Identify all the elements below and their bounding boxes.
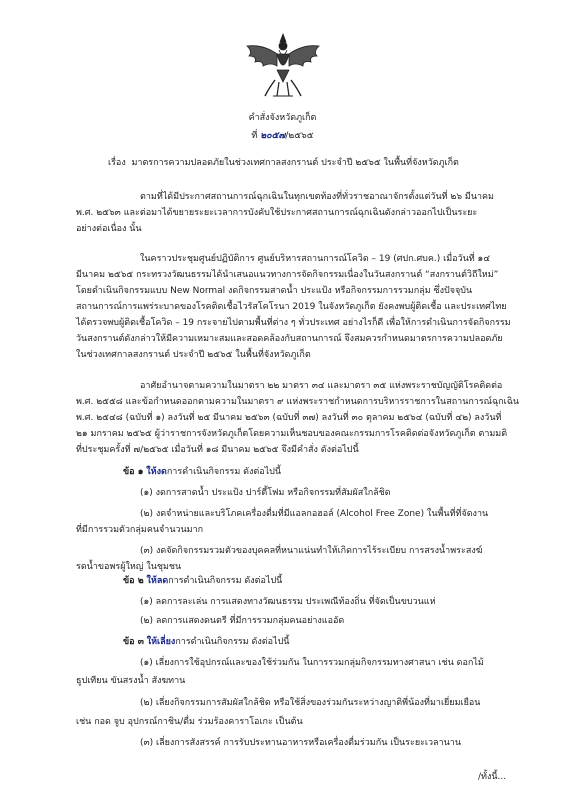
clause-3-item: เช่น กอด จูบ อุปกรณ์กาชิน/ดื่ม ร่วมร้องคาราโอเกะ เป็นต้น	[76, 717, 303, 727]
paragraph-3-line: พ.ศ. ๒๕๔๘ (ฉบับที่ ๑) ลงวันที่ ๒๕ มีนาคม ๒๕๖๓ (ฉบับที่ ๓๗) ลงวันที่ ๓๐ ตุลาคม ๒๕๖๔ (ฉบับที่ ๔๒) ลงวันที่	[76, 413, 502, 423]
clause-1-item: (๓) งดจัดกิจกรรมรวมตัวของบุคคลที่หนาแน่นทำให้เกิดการไร้ระเบียบ การสรงน้ำพระสงฆ์	[140, 546, 483, 556]
clause-1-heading	[123, 466, 281, 479]
paragraph-2-line: วันสงกรานต์ดังกล่าวให้มีความเหมาะสมและสอดคล้องกับสถานการณ์ จึงสมควรกำหนดมาตรการความปลอดภัย	[76, 334, 503, 344]
clause-1-item: รดน้ำขอพรผู้ใหญ่ ในชุมชน	[76, 562, 182, 572]
order-number-handwritten: ๒๐๕๗	[260, 131, 286, 141]
clause-1-item: (๑) งดการสาดน้ำ ประแป้ง ปาร์ตี้โฟม หรือกิจกรรมที่สัมผัสใกล้ชิด	[140, 488, 391, 498]
clause-1-item: (๒) งดจำหน่ายและบริโภคเครื่องดื่มที่มีแอลกอฮอล์ (Alcohol Free Zone) ในพื้นที่ที่จัดงาน	[140, 509, 489, 519]
clause-3-item: (๑) เลี่ยงการใช้อุปกรณ์และของใช้ร่วมกัน ในการรวมกลุ่มกิจกรรมทางศาสนา เช่น ดอกไม้	[140, 658, 484, 668]
continued-marker: /ทั้งนี้...	[478, 772, 507, 782]
clause-handwritten-emphasis: ให้เลี่ยง	[146, 637, 176, 647]
clause-3-item: (๓) เลี่ยงการสังสรรค์ การรับประทานอาหารหรือเครื่องดื่มร่วมกัน เป็นระยะเวลานาน	[140, 738, 461, 748]
clause-3-item: (๒) เลี่ยงกิจกรรมการสัมผัสใกล้ชิด หรือใช้สิ่งของร่วมกันระหว่างญาติพี่น้องที่มาเยี่ยมเยือน	[140, 698, 481, 708]
garuda-emblem-icon	[243, 30, 323, 102]
paragraph-2-line: ในช่วงเทศกาลสงกรานต์ ประจำปี ๒๕๖๕ ในพื้นที่จังหวัดภูเก็ต	[76, 350, 311, 360]
clause-3-item: ธูปเทียน ขันสรงน้ำ สังฆทาน	[76, 676, 186, 686]
clause-2-item: (๒) ลดการแสดงดนตรี ที่มีการรวมกลุ่มคนอย่างแออัด	[140, 616, 345, 626]
clause-2-heading	[123, 575, 282, 588]
clause-heading-text: การดำเนินกิจกรรม ดังต่อไปนี้	[168, 576, 283, 586]
paragraph-2-line: มีนาคม ๒๕๖๕ กระทรวงวัฒนธรรมได้นำเสนอแนวทางการจัดกิจกรรมเนื่องในวันสงกรานต์ “สงกรานต์วิถีใหม่”	[76, 270, 499, 280]
clause-number: ข้อ ๑	[123, 467, 144, 477]
order-number-prefix: ที่	[251, 131, 258, 141]
paragraph-3-line: พ.ศ. ๒๕๕๘ และข้อกำหนดออกตามความในมาตรา ๙ แห่งพระราชกำหนดการบริหารราชการในสถานการณ์ฉุกเฉิน	[76, 397, 519, 407]
paragraph-1-line: ตามที่ได้มีประกาศสถานการณ์ฉุกเฉินในทุกเขตท้องที่ทั่วราชอาณาจักรตั้งแต่วันที่ ๒๖ มีนาคม	[140, 192, 494, 202]
paragraph-2-line: สถานการณ์การแพร่ระบาดของโรคติดเชื้อไวรัสโคโรนา 2019 ในจังหวัดภูเก็ต ยังคงพบผู้ติดเชื้อ และประเทศไทย	[76, 302, 507, 312]
clause-number: ข้อ ๒	[123, 576, 144, 586]
clause-handwritten-emphasis: ให้ลด	[146, 576, 169, 586]
order-title: คำสั่งจังหวัดภูเก็ต	[248, 113, 317, 123]
clause-1-item: ที่มีการรวมตัวกลุ่มคนจำนวนมาก	[76, 525, 204, 535]
clause-number: ข้อ ๓	[123, 637, 144, 647]
paragraph-1-line: พ.ศ. ๒๕๖๓ และต่อมาได้ขยายระยะเวลาการบังคับใช้ประกาศสถานการณ์ฉุกเฉินดังกล่าวออกไปเป็นระยะ	[76, 208, 478, 218]
paragraph-1-line: อย่างต่อเนื่อง นั้น	[76, 224, 142, 234]
clause-2-item: (๑) ลดการละเล่น การแสดงทางวัฒนธรรม ประเพณีท้องถิ่น ที่จัดเป็นขบวนแห่	[140, 597, 436, 607]
clause-heading-text: การดำเนินกิจกรรม ดังต่อไปนี้	[166, 467, 281, 477]
paragraph-3-line: ๒๑ มกราคม ๒๕๖๕ ผู้ว่าราชการจังหวัดภูเก็ตโดยความเห็นชอบของคณะกรรมการโรคติดต่อจังหวัดภูเก็ต ตามมติ	[76, 429, 508, 439]
clause-3-heading	[123, 636, 289, 649]
paragraph-3-line: อาศัยอำนาจตามความในมาตรา ๒๒ มาตรา ๓๔ และมาตรา ๓๕ แห่งพระราชบัญญัติโรคติดต่อ	[140, 381, 503, 391]
subject-label: เรื่อง	[108, 158, 126, 168]
paragraph-2-line: ได้ตรวจพบผู้ติดเชื้อโควิด – 19 กระจายไปตามพื้นที่ต่าง ๆ ทั่วประเทศ อย่างไรก็ดี เพื่อให้การดำเนินการจัดกิจกรรม	[76, 318, 511, 328]
order-number-suffix: /๒๕๖๕	[285, 131, 314, 141]
clause-handwritten-emphasis: ให้งด	[146, 467, 167, 477]
paragraph-2-line: โดยดำเนินกิจกรรมแบบ New Normal งดกิจกรรมสาดน้ำ ประแป้ง หรือกิจกรรมการรวมกลุ่ม ซึ่งปัจจุบัน	[76, 286, 473, 296]
order-number	[0, 130, 565, 143]
subject-text: มาตรการความปลอดภัยในช่วงเทศกาลสงกรานต์ ประจำปี ๒๕๖๕ ในพื้นที่จังหวัดภูเก็ต	[131, 158, 459, 168]
paragraph-3-line: ที่ประชุมครั้งที่ ๗/๒๕๖๕ เมื่อวันที่ ๑๘ มีนาคม ๒๕๖๕ จึงมีคำสั่ง ดังต่อไปนี้	[76, 445, 359, 455]
paragraph-2-line: ในคราวประชุมศูนย์ปฏิบัติการ ศูนย์บริหารสถานการณ์โควิด – 19 (ศปก.ศบค.) เมื่อวันที่ ๑๔	[140, 254, 491, 264]
clause-heading-text: การดำเนินกิจกรรม ดังต่อไปนี้	[175, 637, 290, 647]
subject-line	[108, 157, 459, 170]
